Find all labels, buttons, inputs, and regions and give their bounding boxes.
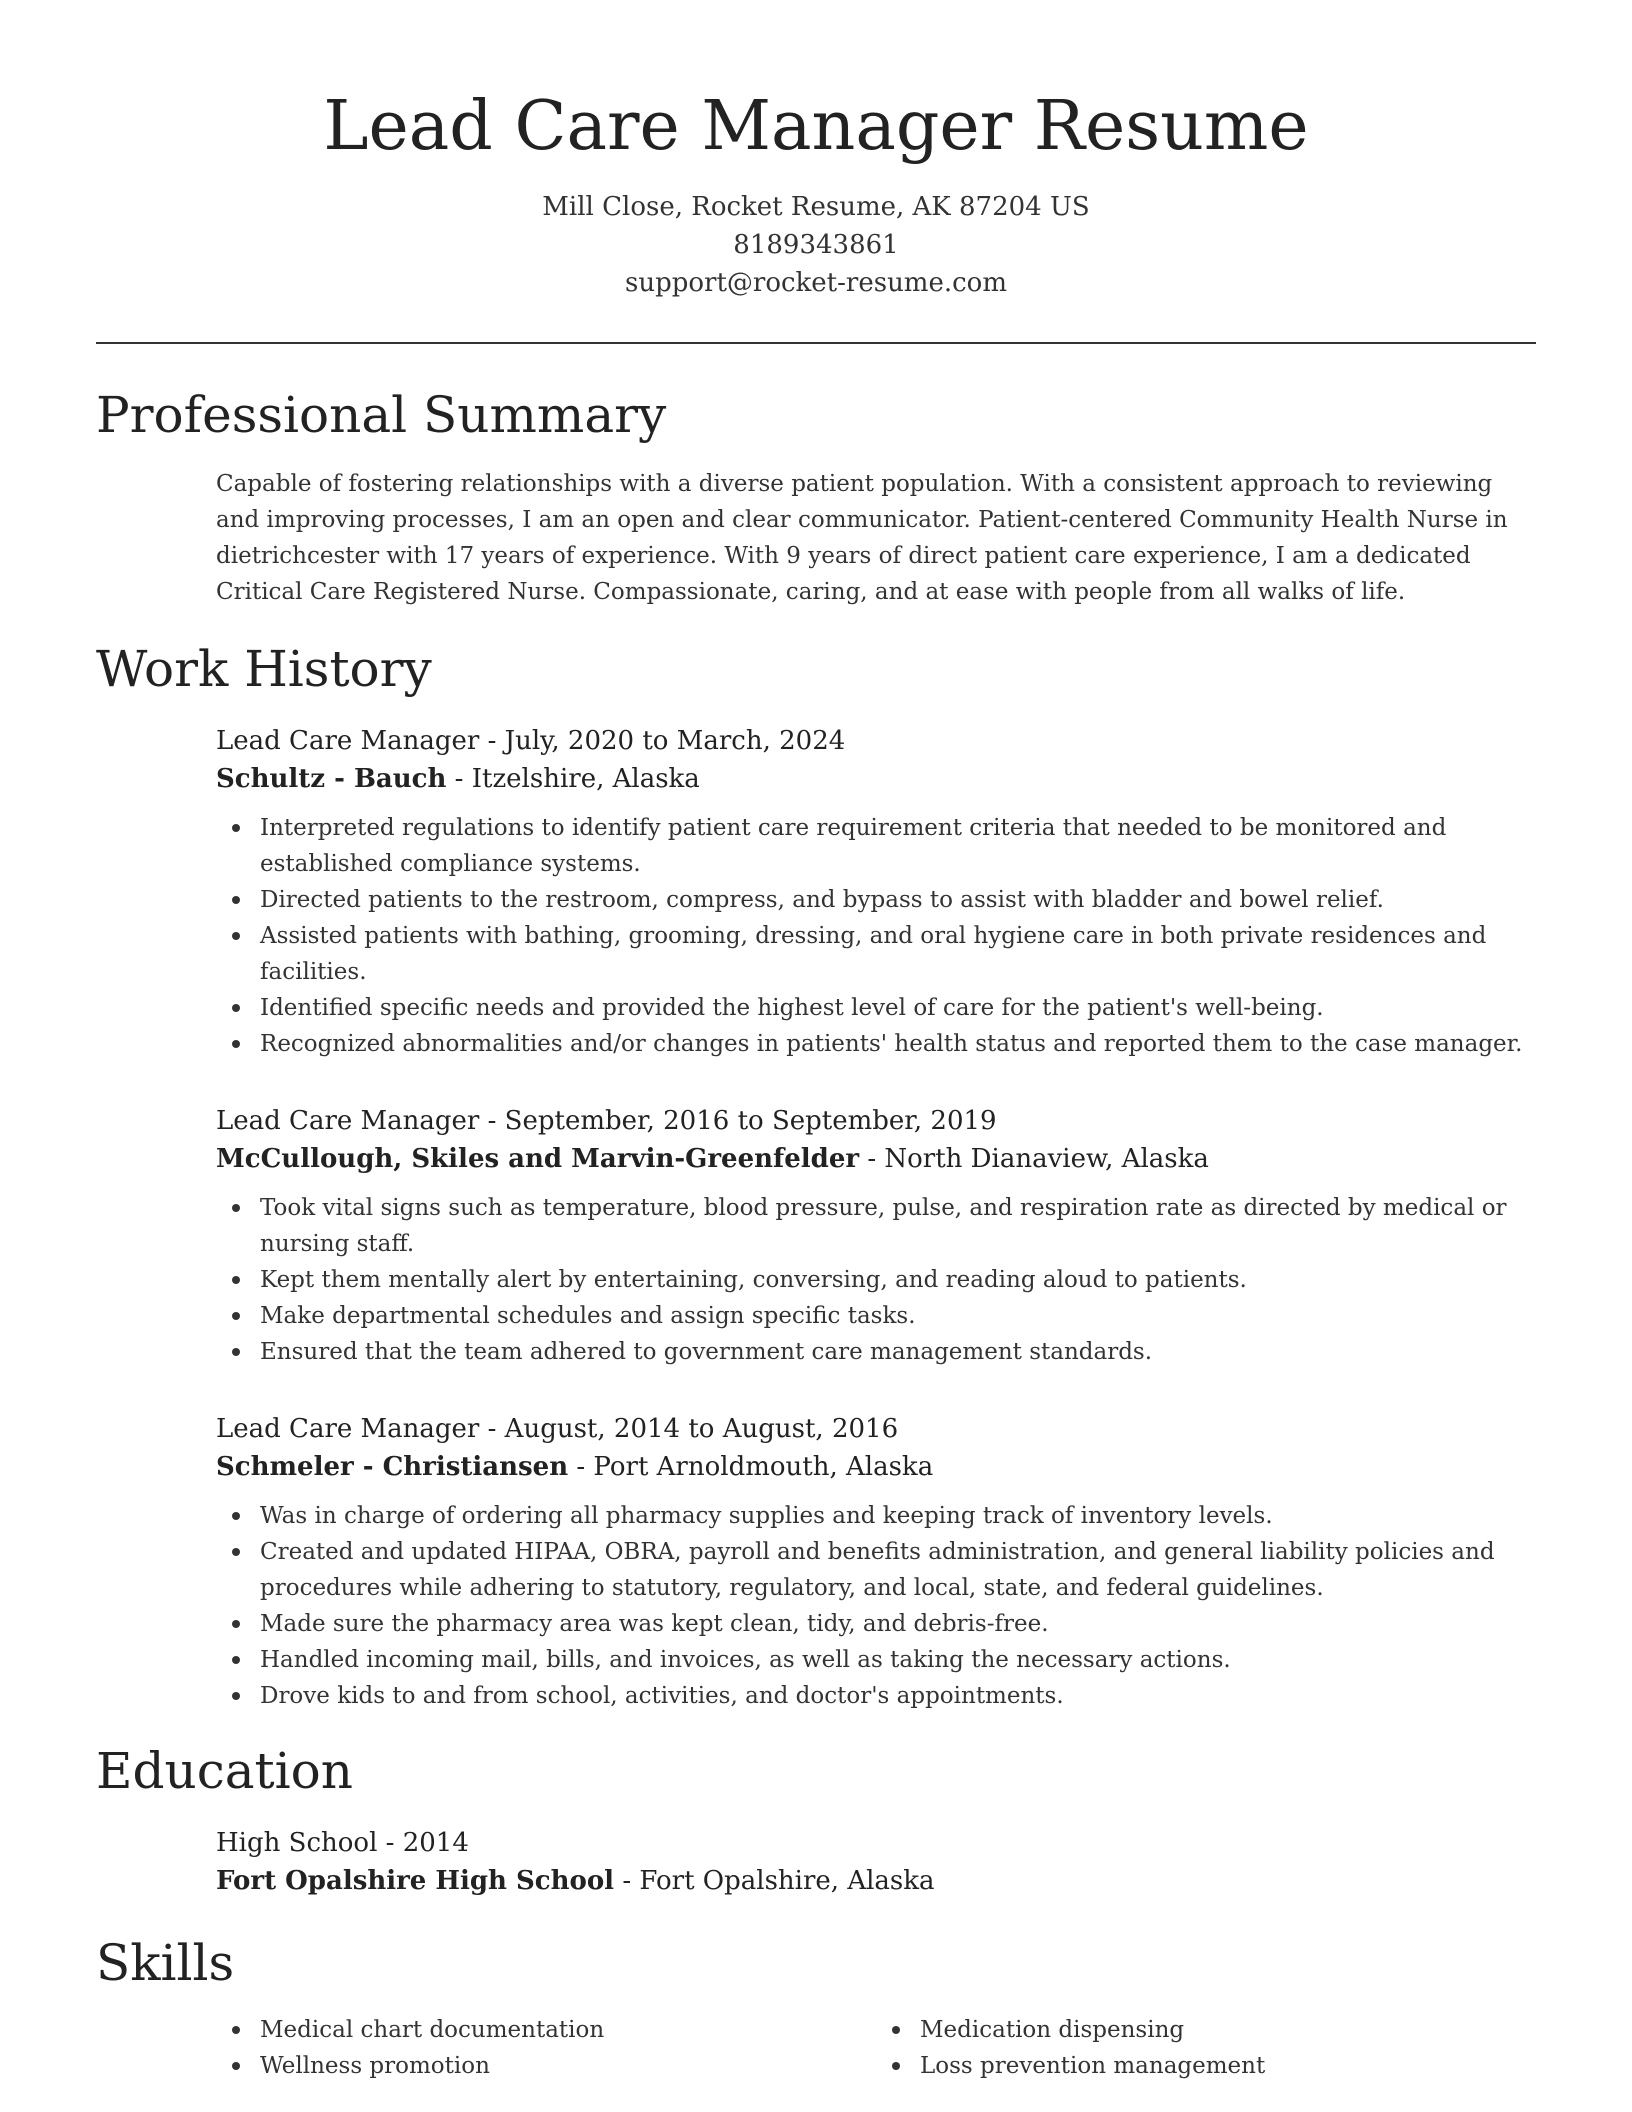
job-location: - Itzelshire, Alaska bbox=[446, 764, 700, 794]
job-duties bbox=[216, 1190, 1536, 1370]
education-school: Fort Opalshire High School bbox=[216, 1866, 615, 1896]
job-duty: Recognized abnormalities and/or changes in patients' health status and reported them to the case manager. bbox=[260, 1026, 1536, 1062]
skills-heading: Skills bbox=[96, 1934, 235, 1992]
job-title: Lead Care Manager - July, 2020 to March, 2024 bbox=[216, 726, 846, 756]
job-duty: Directed patients to the restroom, compress, and bypass to assist with bladder and bowel relief. bbox=[260, 882, 1536, 918]
job-duty: Identified specific needs and provided the highest level of care for the patient's well-being. bbox=[260, 990, 1536, 1026]
skill-item: Medical chart documentation bbox=[260, 2012, 876, 2048]
education-location: - Fort Opalshire, Alaska bbox=[614, 1866, 935, 1896]
job-duty: Interpreted regulations to identify patient care requirement criteria that needed to be monitored and established compliance systems. bbox=[260, 810, 1536, 882]
education-section bbox=[96, 1736, 1536, 1900]
job-duty: Was in charge of ordering all pharmacy supplies and keeping track of inventory levels. bbox=[260, 1498, 1536, 1534]
job-entry bbox=[216, 1102, 1536, 1370]
job-company-line bbox=[216, 1140, 1536, 1178]
skill-item: Medication dispensing bbox=[920, 2012, 1536, 2048]
job-duty: Created and updated HIPAA, OBRA, payroll and benefits administration, and general liability policies and procedures while adhering to statutory, regulatory, and local, state, and federal guidelines. bbox=[260, 1534, 1536, 1606]
header-divider bbox=[96, 342, 1536, 344]
summary-text: Capable of fostering relationships with a diverse patient population. With a consistent approach to reviewing and improving processes, I am an open and clear communicator. Patient-centered Community Health Nurse in dietrichcester with 17 years of experience. With 9 years of direct patient care experience, I am a dedicated Critical Care Registered Nurse. Compassionate, caring, and at ease with people from all walks of life. bbox=[216, 471, 1508, 605]
job-company-line bbox=[216, 1448, 1536, 1486]
summary-heading: Professional Summary bbox=[96, 386, 667, 444]
job-location: - North Dianaview, Alaska bbox=[859, 1144, 1209, 1174]
contact-email: support@rocket-resume.com bbox=[624, 268, 1007, 298]
contact-block bbox=[0, 188, 1632, 302]
resume-title: Lead Care Manager Resume bbox=[323, 87, 1309, 166]
resume-body bbox=[96, 380, 1536, 2084]
job-duty: Handled incoming mail, bills, and invoices, as well as taking the necessary actions. bbox=[260, 1642, 1536, 1678]
summary-section bbox=[96, 380, 1536, 610]
job-entry bbox=[216, 1410, 1536, 1714]
job-company: Schmeler - Christiansen bbox=[216, 1452, 569, 1482]
resume-header bbox=[0, 0, 1632, 302]
skill-item: Loss prevention management bbox=[920, 2048, 1536, 2084]
job-duty: Kept them mentally alert by entertaining, conversing, and reading aloud to patients. bbox=[260, 1262, 1536, 1298]
job-duty: Drove kids to and from school, activities, and doctor's appointments. bbox=[260, 1678, 1536, 1714]
job-title: Lead Care Manager - August, 2014 to August, 2016 bbox=[216, 1414, 899, 1444]
job-company-line bbox=[216, 760, 1536, 798]
job-duty: Took vital signs such as temperature, blood pressure, pulse, and respiration rate as directed by medical or nursing staff. bbox=[260, 1190, 1536, 1262]
work-history-heading: Work History bbox=[96, 640, 432, 698]
skills-list-right bbox=[876, 2012, 1536, 2084]
education-school-line bbox=[216, 1862, 1536, 1900]
job-company: Schultz - Bauch bbox=[216, 764, 447, 794]
contact-address: Mill Close, Rocket Resume, AK 87204 US bbox=[542, 192, 1090, 222]
job-duty: Assisted patients with bathing, grooming, dressing, and oral hygiene care in both private residences and facilities. bbox=[260, 918, 1536, 990]
job-duty: Made sure the pharmacy area was kept clean, tidy, and debris-free. bbox=[260, 1606, 1536, 1642]
job-duty: Ensured that the team adhered to government care management standards. bbox=[260, 1334, 1536, 1370]
job-location: - Port Arnoldmouth, Alaska bbox=[568, 1452, 934, 1482]
skills-list-left bbox=[216, 2012, 876, 2084]
education-degree: High School - 2014 bbox=[216, 1828, 469, 1858]
job-duties bbox=[216, 810, 1536, 1062]
job-company: McCullough, Skiles and Marvin-Greenfelder bbox=[216, 1144, 860, 1174]
job-entry bbox=[216, 722, 1536, 1062]
contact-phone: 8189343861 bbox=[733, 230, 899, 260]
job-duties bbox=[216, 1498, 1536, 1714]
job-duty: Make departmental schedules and assign specific tasks. bbox=[260, 1298, 1536, 1334]
skills-section bbox=[96, 1928, 1536, 2084]
education-heading: Education bbox=[96, 1742, 353, 1800]
work-history-section bbox=[96, 634, 1536, 1714]
skill-item: Wellness promotion bbox=[260, 2048, 876, 2084]
skills-columns bbox=[96, 2012, 1536, 2084]
job-title: Lead Care Manager - September, 2016 to September, 2019 bbox=[216, 1106, 997, 1136]
